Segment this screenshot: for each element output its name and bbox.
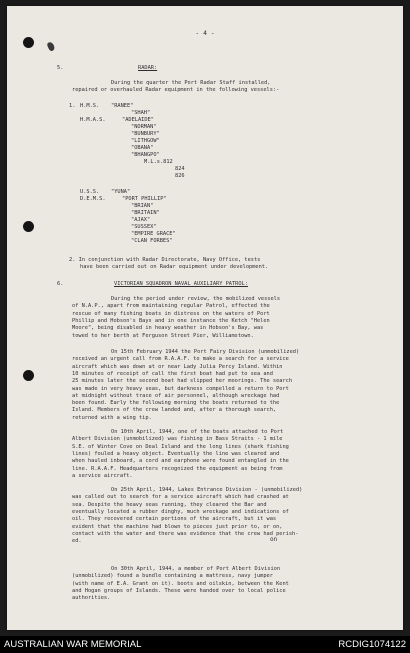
text-line: towed to her berth at Ferguson Street Pier, Williamstown.: [72, 332, 254, 339]
text-line: 2. In conjunction with Radar Directorate, Navy Office, tests: [69, 257, 261, 263]
text-line: During the quarter the Port Radar Staff installed,: [111, 80, 271, 86]
text-line: (with name of E.A. Grant on it). boots and oilskin, between the Kent: [72, 580, 289, 587]
text-line: Albert Division (unmobilized) was fishing in Bass Straits - 1 mile: [72, 436, 283, 443]
document-page: [7, 6, 403, 630]
page-number: - 4 -: [195, 29, 215, 37]
archive-name: AUSTRALIAN WAR MEMORIAL: [4, 639, 142, 650]
text-line: On 25th April, 1944, Lakes Entrance Division - (unmobilized): [111, 487, 303, 493]
text-line: On 30th April, 1944, a member of Port Albert Division: [111, 566, 281, 572]
section-number: 6.: [57, 281, 64, 287]
vessel-name: "LITHGOW": [131, 138, 160, 144]
text-line: S.E. of Winter Cove on Deal Island and the long lines (shark fishing: [72, 443, 289, 450]
section-heading: RADAR:: [138, 65, 158, 71]
text-line: contact with the water and there was evidence that the crew had perish-: [72, 530, 299, 537]
vessel-name: "ADELAIDE": [122, 117, 154, 123]
archive-reference: RCDIG1074122: [338, 639, 406, 650]
section-number: 5.: [57, 65, 64, 71]
vessel-name: "AJAX": [131, 217, 151, 223]
vessel-name: "NORMAN": [131, 124, 157, 130]
text-line: and Hogan groups of Islands. These were handed over to local police: [72, 587, 286, 594]
vessel-name: "BHANGPO": [131, 152, 160, 158]
punch-hole: [23, 37, 34, 48]
text-line: authorities.: [72, 595, 111, 602]
text-line: oil. They recovered certain portions of the aircraft, but it was: [72, 516, 277, 523]
text-line: On 10th April, 1944, one of the boats attached to Port: [111, 429, 284, 435]
text-line: ed.: [72, 538, 82, 545]
text-line: been found. Early the following morning the boats returned to the: [72, 400, 280, 407]
ink-mark: [46, 41, 55, 52]
vessel-name: "CLAN FORBES": [131, 238, 173, 244]
text-line: rescue of many fishing boats in distress on the waters of Port: [72, 310, 270, 317]
text-line: received an urgent call from R.A.A.F. to make a search for a service: [72, 356, 289, 363]
text-line: During the period under review, the mobilized vessels: [111, 296, 281, 302]
vessel-name: 824: [175, 166, 185, 172]
text-line: Moore", being disabled in heavy weather in Hobson's Bay, was: [72, 325, 264, 332]
vessel-name: "PORT PHILLIP": [122, 196, 167, 202]
text-line: On 15th February 1944 the Port Fairy Division (unmobilized): [111, 349, 300, 355]
archive-footer: [0, 636, 410, 653]
section-heading: VICTORIAN SQUADRON NAVAL AUXILIARY PATROL:: [114, 281, 248, 287]
vessel-name: "OBANA": [131, 145, 154, 151]
vessel-name: "BUNBURY": [131, 131, 160, 137]
text-line: lines) fouled a heavy object. Eventually the line was cleared and: [72, 450, 280, 457]
vessel-name: M.L.s.812: [144, 159, 173, 165]
vessel-prefix: H.M.A.S.: [80, 117, 106, 123]
punch-hole: [23, 370, 34, 381]
text-line: Phillip and Hobson's Bays and in one instance the Ketch "Helen: [72, 317, 270, 324]
vessel-prefix: U.S.S.: [80, 189, 100, 195]
punch-hole: [23, 221, 34, 232]
text-line: of N.A.P., apart from maintaining regular Patrol, effected the: [72, 303, 270, 310]
handwritten-note: on: [270, 536, 278, 543]
text-line: returned with a wing tip.: [72, 414, 152, 421]
vessel-prefix: H.M.S.: [80, 103, 100, 109]
text-line: eventually located a rubber dinghy, much wreckage and indications of: [72, 508, 289, 515]
vessel-name: "RANEE": [111, 103, 134, 109]
text-line: (unmobilized) found a bundle containing a mattress, navy jumper: [72, 573, 273, 580]
text-line: 10 minutes of receipt of call the first boat had put to sea and: [72, 370, 273, 377]
text-line: evident that the machine had blown to pieces just prior to, or on,: [72, 523, 283, 530]
vessel-name: "SHAH": [131, 110, 151, 116]
text-line: repaired or overhauled Radar equipment in the following vessels:-: [72, 87, 280, 93]
text-line: a service aircraft.: [72, 472, 133, 479]
text-line: was called out to search for a service aircraft which had crashed at: [72, 494, 289, 501]
text-line: aircraft which was down at or near Lady Julia Percy Island. Within: [72, 363, 283, 370]
vessel-name: "YUNA": [111, 189, 131, 195]
text-line: line. R.A.A.F. Headquarters recognized the equipment as being from: [72, 465, 283, 472]
text-line: was made in very heavy seas, but darkness compelled a return to Port: [72, 385, 289, 392]
text-line: when hauled inboard, a cord and earphone were found entangled in the: [72, 458, 289, 465]
vessel-name: "SUSSEX": [131, 224, 157, 230]
vessel-prefix: D.E.M.S.: [80, 196, 106, 202]
text-line: have been carried out on Radar equipment under development.: [80, 264, 269, 270]
text-line: Island. Members of the crew landed and, after a thorough search,: [72, 407, 277, 414]
text-line: sea. Despite the heavy seas running, they cleared the Bar and: [72, 501, 267, 508]
text-line: 25 minutes later the second boat had slipped her moorings. The search: [72, 378, 293, 385]
list-number: 1.: [69, 103, 76, 109]
vessel-name: "BRIAN": [131, 203, 154, 209]
text-line: at midnight without trace of air personnel, although wreckage had: [72, 392, 280, 399]
vessel-name: "BRITAIN": [131, 210, 160, 216]
vessel-name: "EMPIRE GRACE": [131, 231, 176, 237]
vessel-name: 826: [175, 173, 185, 179]
